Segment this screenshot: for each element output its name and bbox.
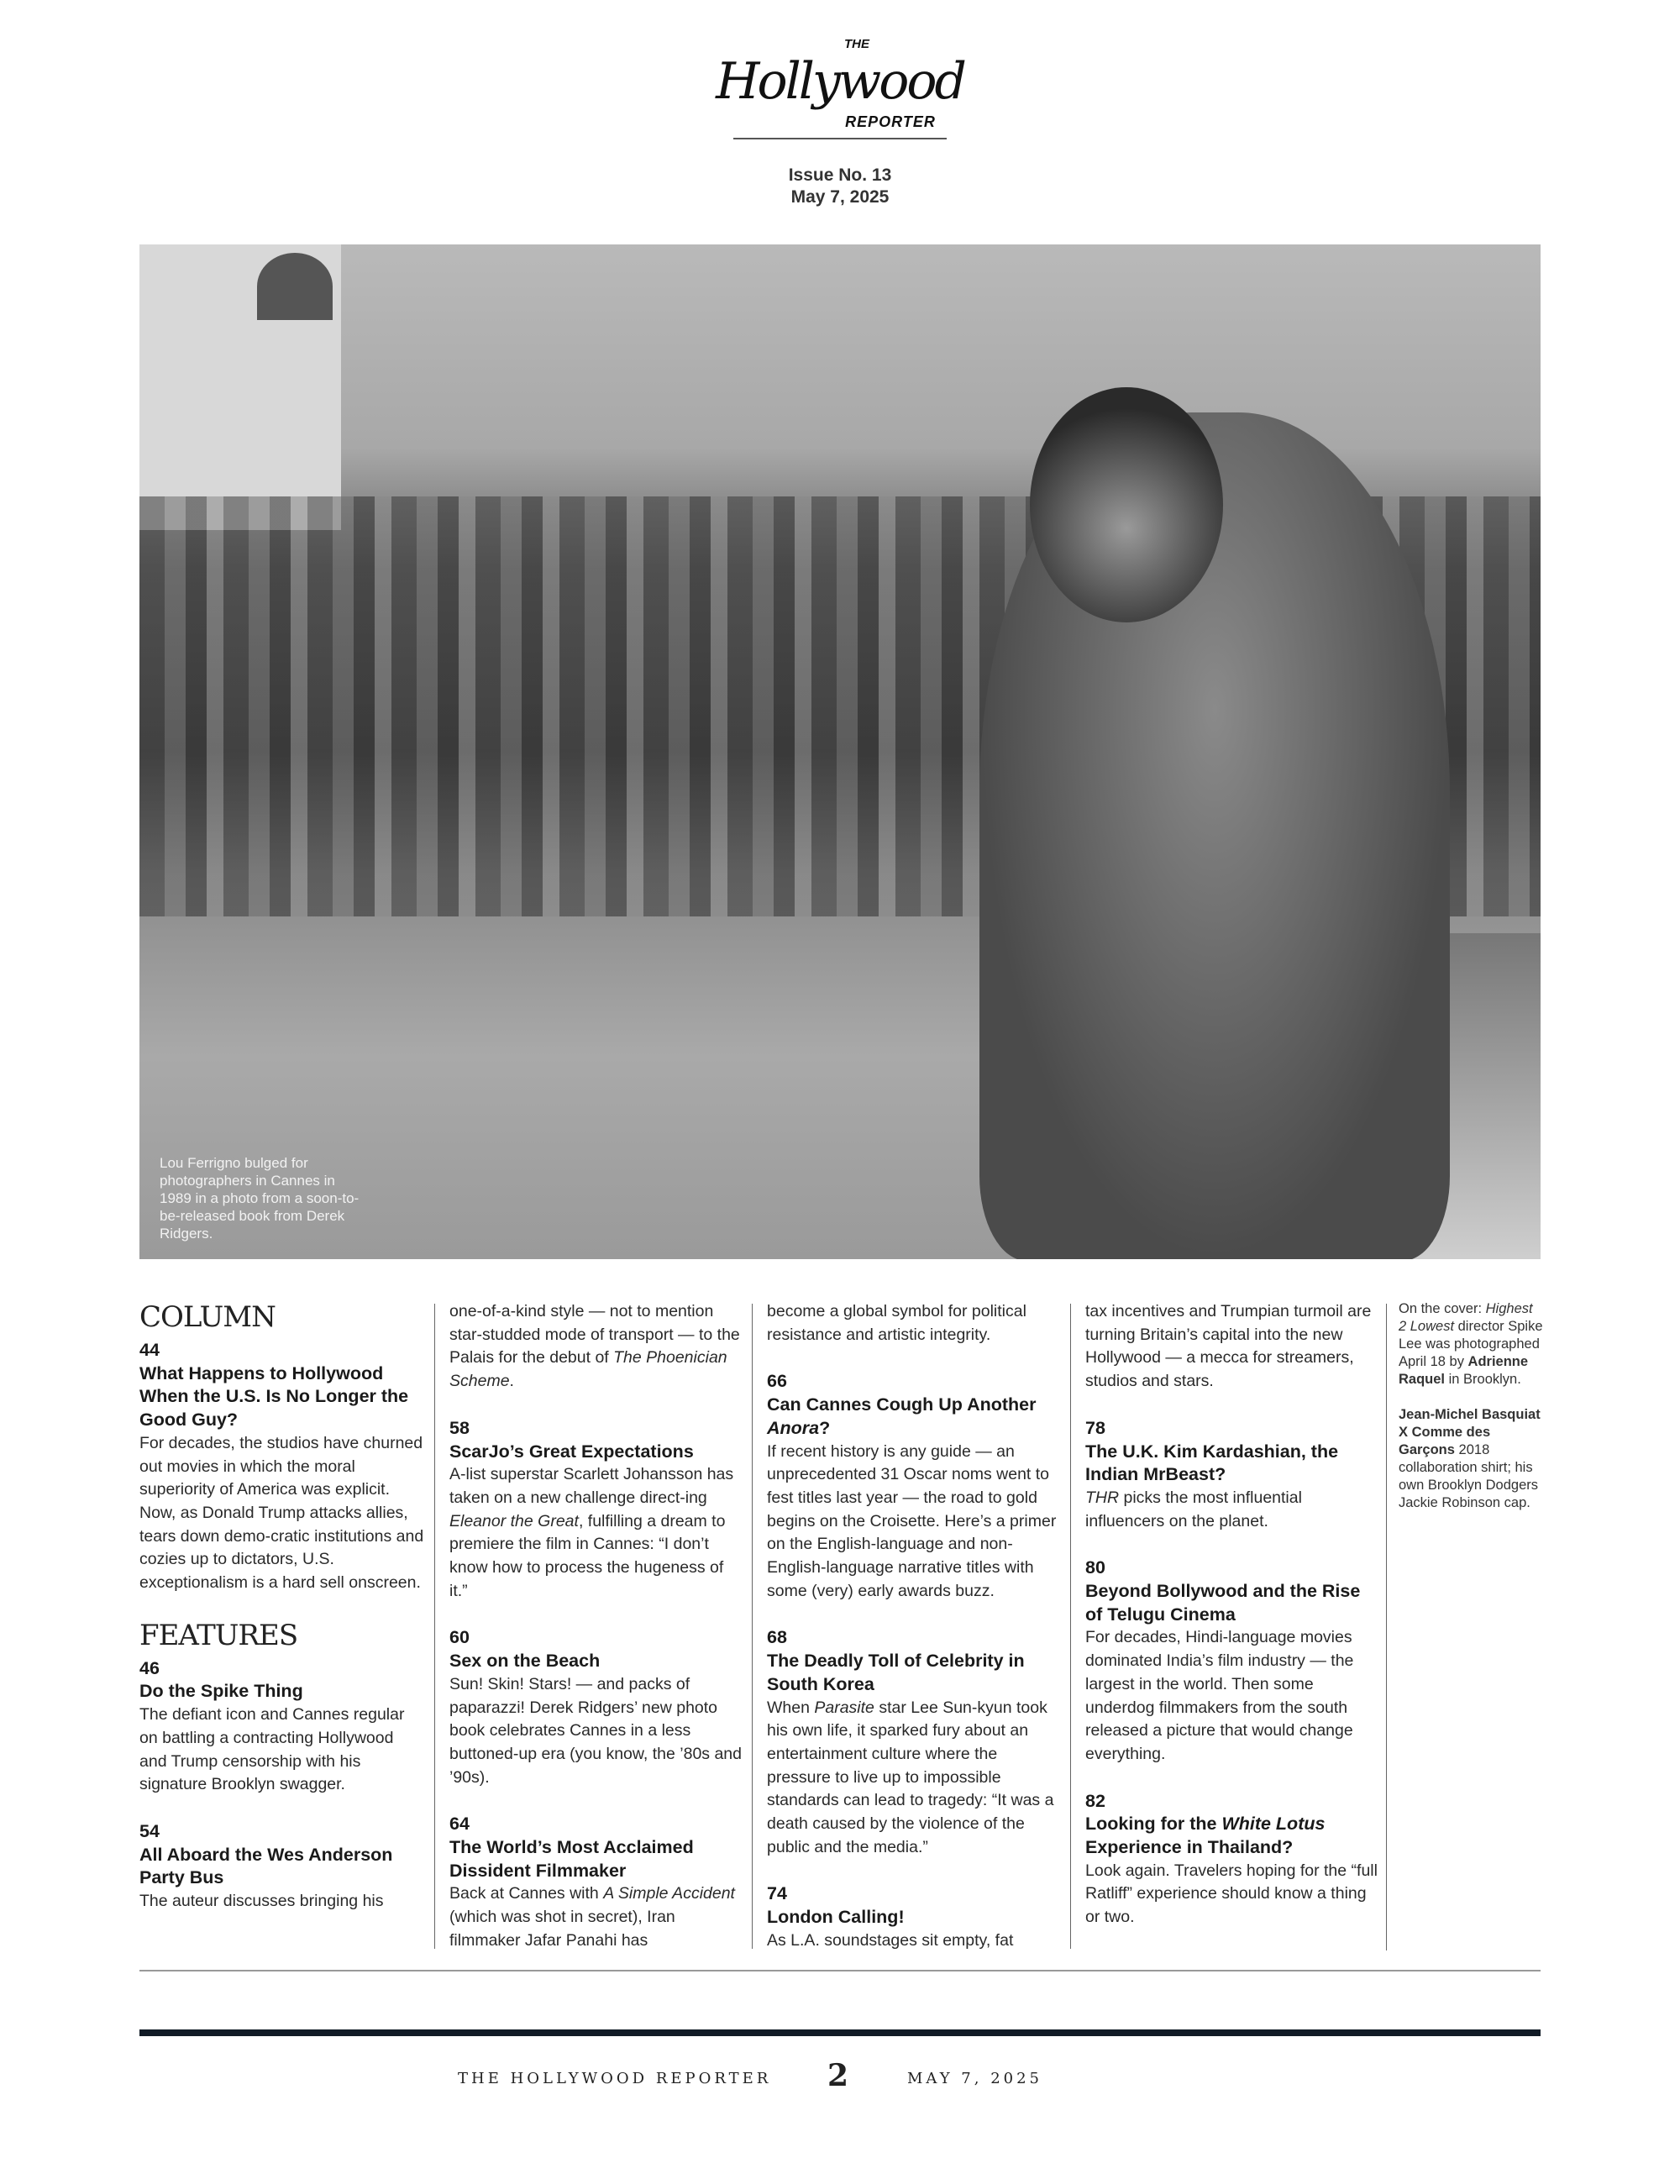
entry-continued [1085, 1300, 1379, 1394]
entry-title-text: The World’s Most Acclaimed Dissident Filmmaker [449, 1837, 694, 1881]
entry-description-text: When [767, 1698, 815, 1717]
entry-description-text: The auteur discusses bringing his [139, 1892, 384, 1911]
entry-description-text: Parasite [814, 1698, 874, 1717]
entry-title [767, 1394, 1061, 1440]
entry-page-number: 60 [449, 1627, 470, 1648]
entry-description-text: Sun! Skin! Stars! — and packs of paparazzi! Derek Ridgers’ new photo book celebrates Cannes in a less buttoned-up era (you know, the ’80s and ’90s). [449, 1674, 742, 1787]
entry-description-text: tax incentives and Trumpian turmoil are turning Britain’s capital into the new Hollywood — a mecca for streamers, studios and stars. [1085, 1302, 1372, 1391]
entry-page-number: 58 [449, 1417, 470, 1438]
entry-description [1085, 1300, 1379, 1394]
entry-description [767, 1697, 1061, 1860]
toc-entry[interactable] [139, 1657, 425, 1797]
entry-description-text: star Lee Sun-kyun took his own life, it sparked fury about an entertainment culture where the pressure to live up to impossible standards can lead to tragedy: “It was a death caused by the violence of the public and the media.” [767, 1698, 1054, 1856]
logo-the: THE [844, 37, 869, 51]
entry-title-text: London Calling! [767, 1907, 905, 1928]
entry-title-text: ? [819, 1417, 831, 1438]
logo-wordmark: Hollywood [716, 52, 964, 111]
column-divider [752, 1304, 753, 1949]
toc-entry[interactable] [1085, 1790, 1379, 1929]
toc-entry[interactable] [1085, 1557, 1379, 1766]
column-divider [434, 1304, 435, 1949]
entry-description [449, 1300, 743, 1394]
footer-date: MAY 7, 2025 [907, 2070, 1043, 2087]
section-heading: COLUMN [139, 1300, 276, 1334]
cover-credit-text: Highest 2 Lowest [1399, 1301, 1533, 1334]
entry-page-number: 44 [139, 1340, 160, 1360]
entry-page-number: 54 [139, 1820, 160, 1841]
cover-credit-text: 2018 collaboration shirt; his own Brooklyn Dodgers Jackie Robinson cap. [1399, 1442, 1538, 1510]
entry-title [449, 1650, 743, 1673]
issue-info [672, 165, 1008, 208]
entry-page-number: 80 [1085, 1557, 1105, 1578]
footer-rule [139, 2029, 1541, 2036]
column-divider [1070, 1304, 1071, 1949]
entry-description-text: (which was shot in secret), Iran filmmaker Jafar Panahi has [449, 1908, 675, 1950]
issue-date: May 7, 2025 [790, 187, 890, 207]
toc-entry[interactable] [449, 1813, 743, 1952]
cover-credit-paragraph [1399, 1300, 1543, 1389]
entry-page-number: 46 [139, 1657, 160, 1678]
cover-credits [1399, 1300, 1543, 1530]
toc-entry[interactable] [1085, 1417, 1379, 1534]
entry-title [139, 1680, 425, 1704]
entry-description-text: become a global symbol for political resistance and artistic integrity. [767, 1302, 1026, 1344]
entry-description [449, 1463, 743, 1603]
page-number: 2 [827, 2058, 849, 2093]
entry-title [449, 1441, 743, 1464]
entry-page-number: 68 [767, 1627, 787, 1648]
entry-description [1085, 1860, 1379, 1929]
header-divider [733, 138, 947, 139]
entry-title-text: White Lotus [1221, 1814, 1326, 1835]
cover-credit-text: Adrienne Raquel [1399, 1354, 1529, 1387]
entry-title-text: What Happens to Hollywood When the U.S. Is No Longer the Good Guy? [139, 1362, 409, 1431]
entry-continued [449, 1300, 743, 1394]
entry-description-text: A Simple Accident [603, 1884, 735, 1903]
toc-column-2 [449, 1300, 743, 1977]
entry-description-text: As L.A. soundstages sit empty, fat [767, 1930, 1014, 1950]
entry-title-text: Looking for the [1085, 1814, 1222, 1835]
entry-description-text: The defiant icon and Cannes regular on battling a contracting Hollywood and Trump censorship with his signature Brooklyn swagger. [139, 1705, 405, 1794]
entry-title [139, 1844, 425, 1890]
cover-credit-text: director Spike Lee was photographed April 18 by [1399, 1319, 1543, 1369]
entry-description [139, 1704, 425, 1797]
section-heading: FEATURES [139, 1618, 298, 1652]
cover-credit-text: Jean-Michel Basquiat X Comme des Garçons [1399, 1407, 1541, 1457]
entry-title-text: ScarJo’s Great Expectations [449, 1441, 694, 1462]
cover-credit-paragraph [1399, 1406, 1543, 1512]
entry-page-number: 74 [767, 1883, 787, 1904]
cover-credit-text: in Brooklyn. [1445, 1372, 1521, 1387]
entry-title [767, 1650, 1061, 1696]
entry-title [1085, 1580, 1379, 1626]
entry-description [1085, 1626, 1379, 1766]
toc-column-4 [1085, 1300, 1379, 1953]
entry-description-text: For decades, the studios have churned out movies in which the moral superiority of America was explicit. Now, as Donald Trump attacks allies, tears down demo-cratic institutions and cozies up to dictators, U.S. exceptionalism is a hard sell onscreen. [139, 1433, 424, 1593]
entry-description [139, 1432, 425, 1595]
entry-page-number: 64 [449, 1814, 470, 1835]
toc-entry[interactable] [449, 1417, 743, 1604]
entry-title [139, 1362, 425, 1432]
cover-credit-text: On the cover: [1399, 1301, 1486, 1316]
entry-description-text: Back at Cannes with [449, 1884, 604, 1903]
entry-title [1085, 1813, 1379, 1859]
entry-title-text: The Deadly Toll of Celebrity in South Korea [767, 1651, 1025, 1694]
entry-description-text: THR [1085, 1488, 1120, 1507]
entry-title-text: Sex on the Beach [449, 1651, 601, 1672]
publication-logo [630, 37, 1050, 133]
entry-page-number: 78 [1085, 1417, 1105, 1438]
entry-title-text: Anora [767, 1417, 820, 1438]
entry-description-text: , fulfilling a dream to premiere the film in Cannes: “I don’t know how to process the hugeness of it.” [449, 1511, 726, 1600]
entry-title-text: Beyond Bollywood and the Rise of Telugu Cinema [1085, 1581, 1361, 1625]
toc-column-1 [139, 1300, 425, 1937]
entry-description-text: For decades, Hindi-language movies dominated India’s film industry — the largest in the world. Then some underdog filmmakers from the south released a picture that would change everything. [1085, 1628, 1354, 1763]
entry-continued [767, 1300, 1061, 1347]
hero-photo [139, 244, 1541, 1259]
entry-title [767, 1906, 1061, 1929]
toc-entry[interactable] [449, 1626, 743, 1789]
photo-caption: Lou Ferrigno bulged for photographers in Cannes in 1989 in a photo from a soon-to-be-released book from Derek Ridgers. [160, 1155, 360, 1242]
column-divider [1386, 1304, 1387, 1950]
entry-description-text: picks the most influential influencers on the planet. [1085, 1488, 1302, 1530]
entry-title [1085, 1441, 1379, 1487]
entry-title-text: Experience in Thailand? [1085, 1837, 1294, 1858]
entry-description-text: The Phoenician Scheme [449, 1348, 727, 1391]
entry-description [767, 1441, 1061, 1604]
entry-page-number: 66 [767, 1371, 787, 1392]
logo-reporter: REPORTER [845, 113, 936, 130]
issue-number: Issue No. 13 [788, 165, 892, 185]
entry-description [767, 1300, 1061, 1347]
entry-title-text: Do the Spike Thing [139, 1681, 303, 1702]
entry-title-text: All Aboard the Wes Anderson Party Bus [139, 1844, 393, 1888]
toc-entry[interactable] [767, 1370, 1061, 1603]
entry-description [1085, 1487, 1379, 1533]
entry-page-number: 82 [1085, 1790, 1105, 1811]
entry-title-text: The U.K. Kim Kardashian, the Indian MrBeast? [1085, 1441, 1339, 1485]
toc-entry[interactable] [139, 1820, 425, 1914]
toc-column-3 [767, 1300, 1061, 1977]
content-divider [139, 1970, 1541, 1971]
entry-description-text: If recent history is any guide — an unprecedented 31 Oscar noms went to fest titles last year — the road to gold begins on the Croisette. Here’s a primer on the English-language and non-English-language narrative titles with some (very) early awards buzz. [767, 1441, 1057, 1600]
photo-subject-head [1030, 387, 1223, 622]
entry-description-text: one-of-a-kind style — not to mention star-studded mode of transport — to the Palais for the debut of [449, 1302, 740, 1368]
photo-dome [257, 253, 333, 320]
entry-description [767, 1929, 1061, 1953]
toc-entry[interactable] [139, 1339, 425, 1595]
entry-title [449, 1836, 743, 1882]
entry-description-text: Look again. Travelers hoping for the “full Ratliff” experience should know a thing or two. [1085, 1861, 1378, 1927]
entry-description [139, 1890, 425, 1914]
entry-description [449, 1673, 743, 1790]
entry-description-text: A-list superstar Scarlett Johansson has taken on a new challenge direct-ing [449, 1465, 734, 1507]
toc-entry[interactable] [767, 1882, 1061, 1952]
entry-description-text: . [509, 1372, 514, 1391]
toc-entry[interactable] [767, 1626, 1061, 1859]
entry-description-text: Eleanor the Great [449, 1511, 579, 1530]
entry-description [449, 1882, 743, 1952]
footer-publication: THE HOLLYWOOD REPORTER [458, 2070, 772, 2087]
entry-title-text: Can Cannes Cough Up Another [767, 1394, 1037, 1415]
